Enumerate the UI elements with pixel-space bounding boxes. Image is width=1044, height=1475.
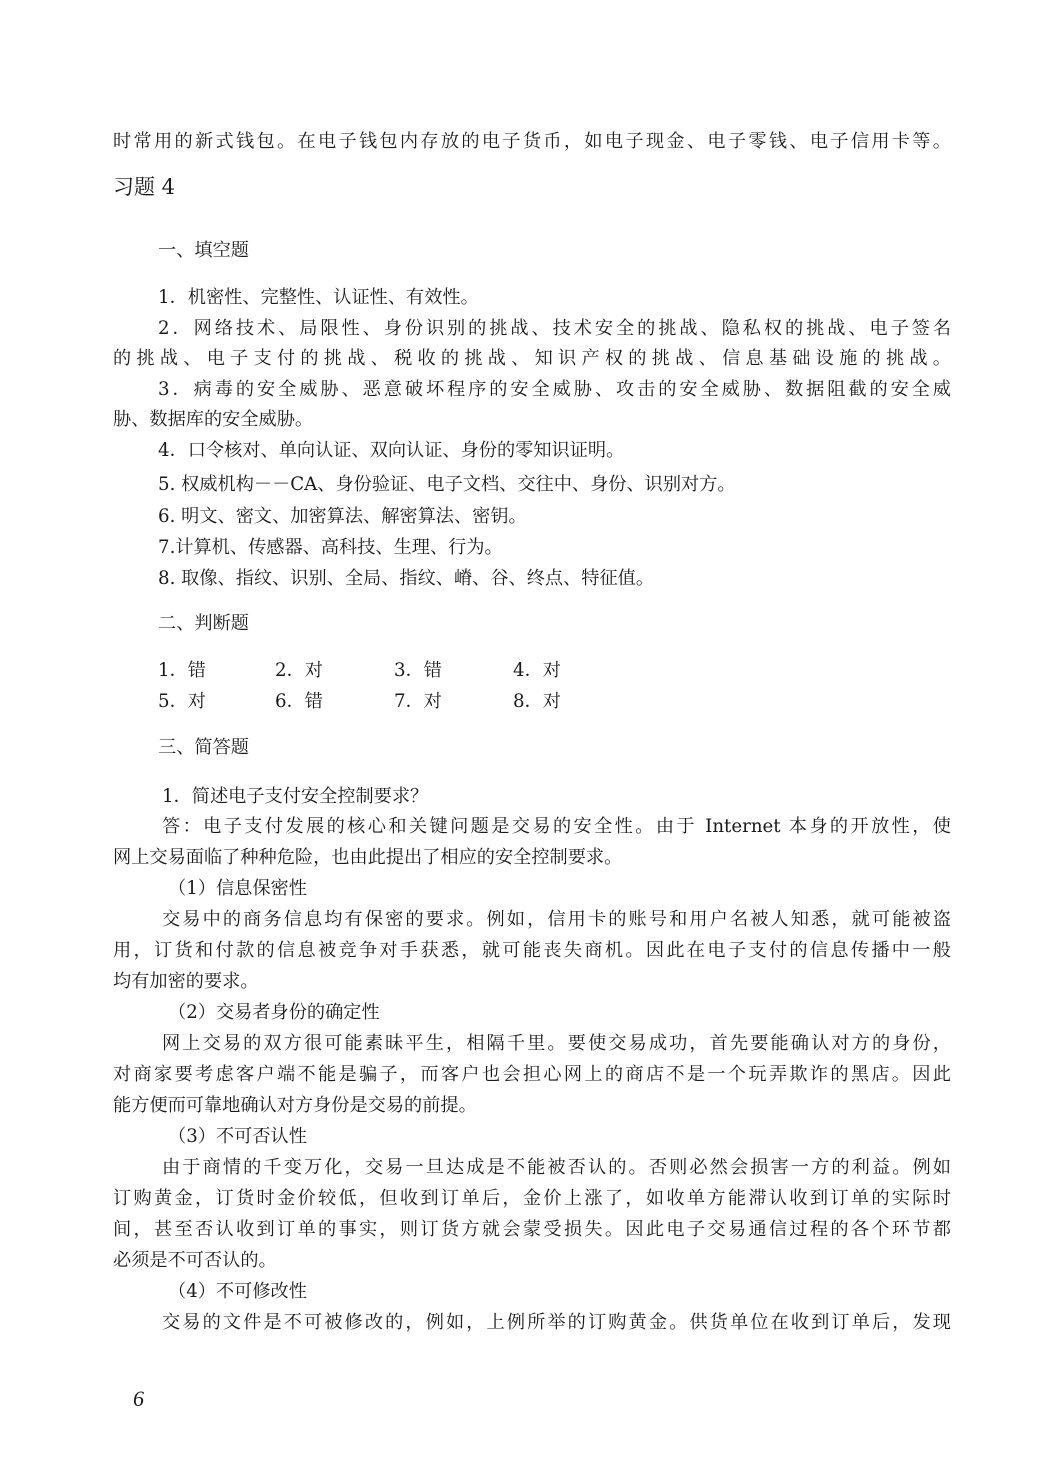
true-false-answer: 6．错 (275, 691, 323, 712)
answer-paragraph: 答：电子支付发展的核心和关键问题是交易的安全性。由于 Internet 本身的开放性，使 (162, 816, 951, 837)
fill-in-answer: 5. 权威机构－－CA、身份验证、电子文档、交往中、身份、识别对方。 (158, 474, 736, 495)
fill-in-answer: 1．机密性、完整性、认证性、有效性。 (158, 287, 479, 308)
subheading: （2）交易者身份的确定性 (168, 1002, 380, 1023)
fill-in-answer-continued: 的挑战、电子支付的挑战、税收的挑战、知识产权的挑战、信息基础设施的挑战。 (113, 348, 951, 369)
answer-paragraph: 网上交易面临了种种危险，也由此提出了相应的安全控制要求。 (113, 847, 623, 868)
section-title-fill-in: 一、填空题 (158, 240, 249, 261)
true-false-answer: 5．对 (158, 691, 206, 712)
fill-in-answer: 6. 明文、密文、加密算法、解密算法、密钥。 (158, 506, 527, 527)
true-false-answer: 3．错 (394, 660, 442, 681)
answer-paragraph: 交易的文件是不可被修改的，例如，上例所举的订购黄金。供货单位在收到订单后，发现 (162, 1312, 951, 1333)
subheading: （4）不可修改性 (168, 1281, 307, 1302)
answer-paragraph: 网上交易的双方很可能素昧平生，相隔千里。要使交易成功，首先要能确认对方的身份， (162, 1033, 951, 1054)
subheading: （1）信息保密性 (168, 878, 307, 899)
section-title-short-answer: 三、简答题 (158, 737, 249, 758)
fill-in-answer: 8. 取像、指纹、识别、全局、指纹、嵴、谷、终点、特征值。 (158, 568, 655, 589)
true-false-answer: 2．对 (275, 660, 323, 681)
subheading: （3）不可否认性 (168, 1126, 307, 1147)
answer-paragraph: 对商家要考虑客户端不能是骗子，而客户也会担心网上的商店不是一个玩弄欺诈的黑店。因此 (113, 1064, 951, 1085)
answer-paragraph: 均有加密的要求。 (113, 971, 259, 992)
page-number: 6 (133, 1386, 144, 1411)
fill-in-answer: 4．口令核对、单向认证、双向认证、身份的零知识证明。 (158, 440, 625, 461)
section-title-true-false: 二、判断题 (158, 613, 249, 634)
answer-paragraph: 用，订货和付款的信息被竞争对手获悉，就可能丧失商机。因此在电子支付的信息传播中一般 (113, 940, 951, 961)
intro-line: 时常用的新式钱包。在电子钱包内存放的电子货币，如电子现金、电子零钱、电子信用卡等。 (113, 131, 951, 152)
fill-in-answer-continued: 胁、数据库的安全威胁。 (113, 409, 314, 430)
answer-paragraph: 订购黄金，订货时金价较低，但收到订单后，金价上涨了，如收单方能滞认收到订单的实际时 (113, 1188, 951, 1209)
answer-paragraph: 由于商情的千变万化，交易一旦达成是不能被否认的。否则必然会损害一方的利益。例如 (162, 1157, 951, 1178)
chapter-title: 习题 4 (113, 175, 176, 199)
fill-in-answer: 2．网络技术、局限性、身份识别的挑战、技术安全的挑战、隐私权的挑战、电子签名 (158, 318, 951, 339)
answer-paragraph: 交易中的商务信息均有保密的要求。例如，信用卡的账号和用户名被人知悉，就可能被盗 (162, 909, 951, 930)
fill-in-answer: 3．病毒的安全威胁、恶意破坏程序的安全威胁、攻击的安全威胁、数据阻截的安全威 (158, 379, 951, 400)
answer-paragraph: 必须是不可否认的。 (113, 1250, 277, 1271)
fill-in-answer: 7.计算机、传感器、高科技、生理、行为。 (158, 537, 503, 558)
true-false-answer: 8．对 (513, 691, 561, 712)
answer-paragraph: 间，甚至否认收到订单的事实，则订货方就会蒙受损失。因此电子交易通信过程的各个环节都 (113, 1219, 951, 1240)
question-text: 1．简述电子支付安全控制要求？ (162, 786, 429, 807)
true-false-answer: 7．对 (394, 691, 442, 712)
true-false-answer: 1．错 (158, 660, 206, 681)
answer-paragraph: 能方便而可靠地确认对方身份是交易的前提。 (113, 1095, 477, 1116)
true-false-answer: 4．对 (513, 660, 561, 681)
